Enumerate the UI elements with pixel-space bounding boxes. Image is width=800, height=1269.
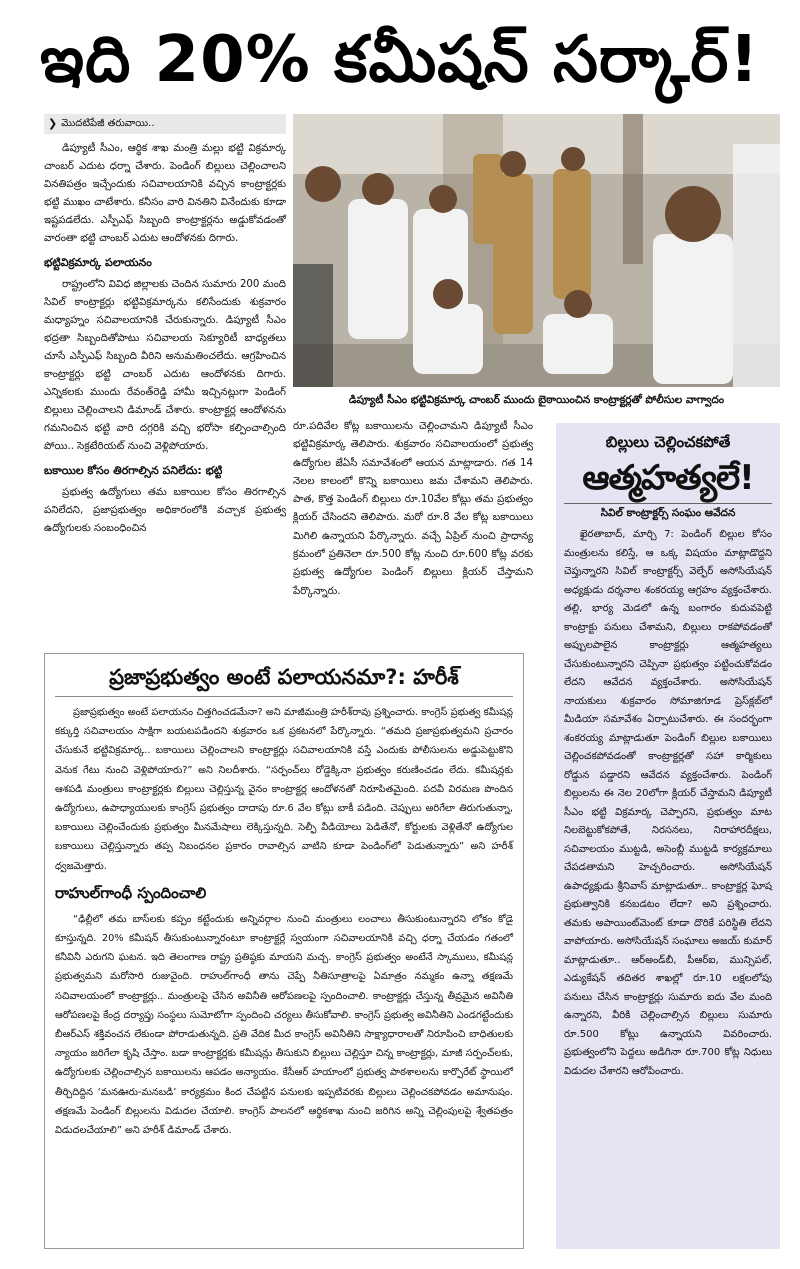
sidebox-subtitle: సివిల్ కాంట్రాక్టర్స్ సంఘం ఆవేదన	[564, 503, 772, 522]
harish-paragraph-2: “ఢిల్లీలో తమ బాస్‌లకు కప్పం కట్టేందుకు అన్నివర్గాల నుంచి మంత్రులు లంచాలు తీసుకుంటున్నారని లోకం కోడై కూస్తున్నది. 20% కమీషన్ తీసుకుంటున్నారంటూ కాంట్రాక్టర్లే స్వయంగా సచివాలయానికి వచ్చి ధర్నా చేయడం గతంలో కనీవినీ ఎరుగని ఘటన. ఇది తెలంగాణ రాష్ట్ర ప్రతిష్ఠకు మాయని మచ్చ. కాంగ్రెస్ ప్రభుత్వం అంటేనే స్కాములు, కమీషన్ల ప్రభుత్వమని మరోసారి రుజువైంది. రాహుల్‌గాంధీ తాను చెప్పే నీతిసూత్రాలపై ఏమాత్రం నమ్మకం ఉన్నా తక్షణమే సచివాలయంలో కాంట్రాక్టర్లు.. మంత్రులపై చేసిన అవినీతి ఆరోపణలపై స్పందించాలి. కాంట్రాక్టర్లు చేస్తున్న తీవ్రమైన అవినీతి ఆరోపణలపై కేంద్ర దర్యాప్తు సంస్థలు సుమోటోగా స్పందించి చర్యలు తీసుకోవాలి. కాంగ్రెస్ ప్రభుత్వ అవినీతిని ఎండగట్టేందుకు బీఆర్ఎస్ శక్తివంచన లేకుండా పోరాడుతున్నది. ప్రతి వేదిక మీద కాంగ్రెస్ అవినీతిని సాక్ష్యాధారాలతో నిరూపించి బాధితులకు న్యాయం జరిగేలా కృషి చేస్తాం. బడా కాంట్రాక్టర్లకు కమీషన్లు తీసుకుని బిల్లులు చెల్లిస్తూ చిన్న కాంట్రాక్టర్లు, మాజీ సర్పంచ్‌లకు, ఉద్యోగులకు చెల్లించాల్సిన బకాయిలను ఆపడం అన్యాయం. కేసీఆర్ హయాంలో ప్రభుత్వ పాఠశాలలను కార్పొరేట్ స్థాయిలో తీర్చిదిద్దిన ‘మనఊరు-మనబడి’ కార్యక్రమం కింద చేపట్టిన పనులకు ఇప్పటివరకు బిల్లులు చెల్లించకపోవడం అమానుషం. తక్షణమే పెండింగ్ బిల్లులను విడుదల చేయాలి. కాంగ్రెస్ పాలనలో ఆర్థికశాఖ నుంచి జరిగిన అన్ని చెల్లింపులపై శ్వేతపత్రం విడుదలచేయాలి” అని హరీశ్ డిమాండ్ చేశారు.	[55, 913, 513, 1137]
protest-photo-illustration	[293, 114, 780, 387]
contractors-sidebox	[556, 423, 780, 1249]
headline: ఇది 20% కమీషన్ సర్కార్!	[40, 23, 760, 97]
subheading-escape: భట్టివిక్రమార్క పలాయనం	[44, 256, 152, 269]
sidebox-body: ఖైరతాబాద్, మార్చి 7: పెండింగ్ బిల్లుల కోసం మంత్రులను కలిస్తే, ఆ ఒక్క విషయం మాట్లాడొద్దని చెప్తున్నారని సివిల్ కాంట్రాక్టర్స్ వెల్ఫేర్ అసోసియేషన్ అధ్యక్షుడు దర్శనాల శంకరయ్య ఆగ్రహం వ్యక్తంచేశారు. తల్లి, భార్య మెడలో ఉన్న బంగారం కుదువపెట్టి కాంట్రాక్టు పనులు చేశామని, బిల్లులు రాకపోవడంతో అప్పులపాలైన కాంట్రాక్టర్లు ఆత్మహత్యలు చేసుకుంటున్నారని చెప్పినా ప్రభుత్వం పట్టించుకోవడం లేదని ఆవేదన వ్యక్తంచేశారు. అసోసియేషన్ నాయకులు శుక్రవారం సోమాజిగూడ ప్రెస్‌క్లబ్‌లో మీడియా సమావేశం ఏర్పాటుచేశారు. ఈ సందర్భంగా శంకరయ్య మాట్లాడుతూ పెండింగ్ బిల్లుల బకాయిలు చెల్లించకపోవడంతో కాంట్రాక్టర్లతో సహా కార్మికులు రోడ్డున పడ్డారని ఆవేదన వ్యక్తంచేశారు. పెండింగ్ బిల్లులను ఈ నెల 20లోగా క్లియర్ చేస్తామని డిప్యూటీ సీఎం భట్టి విక్రమార్క చెప్పారని, ప్రభుత్వం మాట నిలబెట్టుకోకపోతే, నిరసనలు, నిరాహారదీక్షలు, సచివాలయం ముట్టడి, అసెంబ్లీ ముట్టడి కార్యక్రమాలు చేపడతామని హెచ్చరించారు. అసోసియేషన్ ఉపాధ్యక్షుడు శ్రీనివాస్ మాట్లాడుతూ.. కాంట్రాక్టర్ల ఘోష ప్రభుత్వానికి కనబడటం లేదా? అని ప్రశ్నించారు. తమకు అపాయింట్‌మెంట్ కూడా దొరికే పరిస్థితి లేదని వాపోయారు. అసోసియేషన్ సంఘాలు అజయ్ కుమార్ మాట్లాడుతూ.. ఆర్‌అండ్‌బీ, పీఆర్‌ఐ, మున్సిపల్, ఎడ్యుకేషన్ తదితర శాఖల్లో రూ.10 లక్షలలోపు పనులు చేసిన కాంట్రాక్టర్లు సుమారు ఐదు వేల మంది ఉన్నారని, వీరికి చెల్లించాల్సిన బిల్లులు సుమారు రూ.500 కోట్లు ఉన్నాయని వివరించారు. ప్రభుత్వంలోని పెద్దలు అడిగినా రూ.700 కోట్ల నిధులు విడుదల చేశారని ఆరోపించారు.	[564, 529, 772, 1077]
harish-subheading: రాహుల్‌గాంధీ స్పందించాలి	[55, 883, 207, 902]
left-column	[44, 114, 286, 538]
chevron-right-icon: ❯	[48, 117, 58, 130]
subheading-bhatti: బకాయిల కోసం తిరగాల్సిన పనిలేదు: భట్టి	[44, 464, 223, 477]
continuation-tag	[44, 114, 286, 134]
sidebox-title: ఆత్మహత్యలే!	[582, 458, 754, 498]
middle-column: రూ.పదివేల కోట్ల బకాయిలను చెల్లించామని డిప్యూటీ సీఎం భట్టివిక్రమార్క తెలిపారు. శుక్రవారం సచివాలయంలో ప్రభుత్వ ఉద్యోగుల జేఏసీ సమావేశంలో ఆయన మాట్లాడారు. గత 14 నెలల కాలంలో కొన్ని బకాయిలు జమ చేశామని తెలిపారు. పాత, కొత్త పెండింగ్ బిల్లులు రూ.10వేల కోట్లు తమ ప్రభుత్వం క్లియర్ చేసిందని తెలిపారు. మరో రూ.8 వేల కోట్ల బకాయిలు మిగిలి ఉన్నాయని పేర్కొన్నారు. వచ్చే ఏప్రిల్ నుంచి ప్రాధాన్య క్రమంలో ప్రతినెలా రూ.500 కోట్ల నుంచి రూ.600 కోట్ల వరకు ప్రభుత్వ ఉద్యోగుల పెండింగ్ బిల్లులు క్లియర్ చేస్తామని పేర్కొన్నారు.	[293, 421, 533, 597]
harish-statement-box	[44, 653, 524, 1249]
harish-title: ప్రజాప్రభుత్వం అంటే పలాయనమా?: హరీశ్	[55, 660, 513, 697]
paragraph-escape: రాష్ట్రంలోని వివిధ జిల్లాలకు చెందిన సుమారు 200 మంది సివిల్ కాంట్రాక్టర్లు భట్టివిక్రమార్కను కలిసేందుకు శుక్రవారం మధ్యాహ్నం సచివాలయానికి చేరుకున్నారు. డిప్యూటీ సీఎం భద్రతా సిబ్బందితోపాటు సచివాలయ సెక్యూరిటీ బాధ్యతలు చూసే ఎస్పీఎఫ్ సిబ్బంది వీరిని అనుమతించలేదు. ఆగ్రహించిన కాంట్రాక్టర్లు భట్టి చాంబర్ ఎదుట ఆందోళనకు దిగారు. ఎన్నికలకు ముందు రేవంత్‌రెడ్డి హామీ ఇచ్చినట్లుగా పెండింగ్ బిల్లులు చెల్లించాలని డిమాండ్ చేశారు. కాంట్రాక్టర్ల ఆందోళనను గమనించిన భట్టి వారి దగ్గరికి వచ్చి భరోసా కల్పించాల్సింది పోయి.. సెక్రటేరియట్ నుంచి వెళ్లిపోయారు.	[44, 279, 286, 452]
continuation-label: మొదటిపేజీ తరువాయి..	[61, 118, 155, 129]
sidebox-kicker: బిల్లులు చెల్లించకపోతే	[605, 433, 731, 451]
news-photo	[293, 114, 780, 387]
photo-caption: డిప్యూటీ సీఎం భట్టివిక్రమార్క చాంబర్ ముందు బైఠాయించిన కాంట్రాక్టర్లతో పోలీసుల వాగ్వాదం	[348, 394, 725, 406]
harish-paragraph-1: ప్రజాప్రభుత్వం అంటే పలాయనం చిత్తగించడమేనా? అని మాజీమంత్రి హరీశ్‌రావు ప్రశ్నించారు. కాంగ్రెస్ ప్రభుత్వ కమీషన్ల కక్కుర్తి సచివాలయం సాక్షిగా బయటపడిందని శుక్రవారం ఒక ప్రకటనలో పేర్కొన్నారు. “తమది ప్రజాప్రభుత్వమని ప్రచారం చేసుకునే భట్టివిక్రమార్క.. బకాయిలు చెల్లించాలని కాంట్రాక్టర్లు సచివాలయానికి వస్తే ఎందుకు పోలీసులను అడ్డుపెట్టుకొని వెనుక గేటు నుంచి వెళ్లిపోయారు?” అని నిలదీశారు. “సర్పంచ్‌లు రోడ్డెక్కినా ప్రభుత్వం కరుణించడం లేదు. కమీషన్లకు ఆశపడి మంత్రులు కాంట్రాక్టర్లకు బిల్లులు చెల్లిస్తున్న వైనం కాంట్రాక్టర్ల ఆందోళనతో నిరూపితమైంది. పదవీ విరమణ పొందిన ఉద్యోగులు, ఉపాధ్యాయులకు కాంగ్రెస్ ప్రభుత్వం దాదాపు రూ.6 వేల కోట్లు బాకీ పడింది. చెప్పులు అరిగేలా తిరుగుతున్నా, బకాయిలు చెల్లించేందుకు ప్రభుత్వం మీనమేషాలు లెక్కిస్తున్నది. సెల్ఫీ వీడియోలు పెడితేనో, కోర్టులకు వెళ్లితేనో ఉద్యోగుల బకాయిలు చెల్లిస్తున్నారు తప్ప నిబంధనల ప్రకారం రావాల్సిన వాటిని కూడా పెండింగ్‌లో పెడుతున్నారు” అని హరీశ్ ధ్వజమెత్తారు.	[55, 707, 513, 872]
intro-paragraph: డిప్యూటీ సీఎం, ఆర్థిక శాఖ మంత్రి మల్లు భట్టి విక్రమార్క చాంబర్ ఎదుట ధర్నా చేశారు. పెండింగ్ బిల్లులు చెల్లించాలని వినతిపత్రం ఇచ్చేందుకు సచివాలయానికి వచ్చిన కాంట్రాక్టర్లకు భట్టి ముఖం చాటేశారు. కనీసం వారి వినతిని వినేందుకు కూడా ఇష్టపడలేదు. ఎస్పీఎఫ్ సిబ్బంది కాంట్రాక్టర్లను అడ్డుకోవడంతో వారంతా భట్టి చాంబర్ ఎదుట ఆందోళనకు దిగారు.	[44, 143, 286, 244]
paragraph-bhatti: ప్రభుత్వ ఉద్యోగులు తమ బకాయిల కోసం తిరగాల్సిన పనిలేదని, ప్రజాప్రభుత్వం అధికారంలోకి వచ్చాక ప్రభుత్వ ఉద్యోగులకు సంబంధించిన	[44, 487, 286, 534]
